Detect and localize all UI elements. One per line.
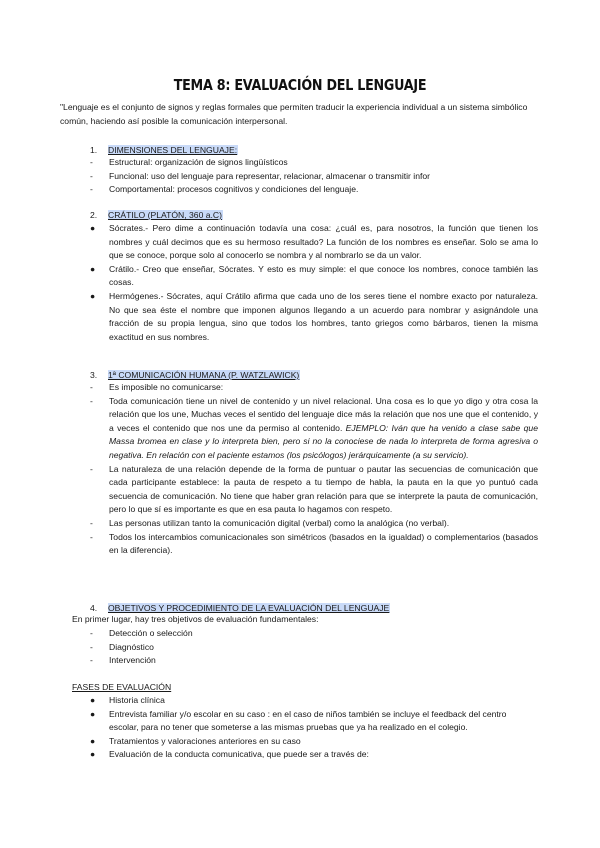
list-item: - Es imposible no comunicarse:	[90, 382, 224, 392]
list-item: ● Tratamientos y valoraciones anteriores en su caso	[90, 735, 301, 746]
intro-paragraph: "Lenguaje es el conjunto de signos y reglas formales que permiten traducir la experiencia individual a un sistema simbólico común, haciendo así posible la comunicación interpersonal.	[60, 102, 528, 126]
section-number: 4.	[90, 603, 98, 613]
section-3-heading	[90, 369, 300, 381]
list-item: - Toda comunicación tiene un nivel de contenido y un nivel relacional. Una cosa es lo que yo digo y otra cosa la relación que los une, Muchas veces el sentido del lenguaje dice más la relación que nos une que el contenido, y a veces el contenido que nos une da permiso al contenido. EJEMPLO: Iván que ha venido a clase sabe que Massa bromea en clase y lo interpreta bien, pero si no la conociese de nada lo interpreta de forma agresiva o negativa. En relación con el paciente estamos (los psicólogos) jerárquicamente (a su servicio).	[90, 395, 538, 460]
section-number: 1.	[90, 145, 98, 155]
section-1-heading	[90, 144, 238, 156]
objectives-list	[90, 627, 538, 668]
section-number: 2.	[90, 210, 98, 220]
list-item: - Intervención	[90, 655, 156, 666]
section-title: CRÁTILO (PLATÓN, 360 a.C)	[108, 210, 222, 220]
list-item: ● Crátilo.- Creo que enseñar, Sócrates. Y esto es muy simple: el que conoce los nombres, conoce también las cosas.	[90, 263, 538, 288]
section-title: 1ª COMUNICACIÓN HUMANA (P. WATZLAWICK)	[108, 370, 300, 380]
cratilo-dialogue-list	[90, 222, 538, 344]
list-item: ● Sócrates.- Pero dime a continuación todavía una cosa: ¿cuál es, para nosotros, la función que tienen los nombres y cuál decimos que es su hermoso resultado? La función de los nombres es enseñar. Solo se ama lo que se conoce, porque solo al conocerlo se nombra y al nombrarlo se da un valor.	[90, 223, 538, 261]
list-item: - Todos los intercambios comunicacionales son simétricos (basados en la igualdad) o complementarios (basados en la diferencia).	[90, 531, 538, 556]
section-number: 3.	[90, 370, 98, 380]
list-item: - Estructural: organización de signos lingüísticos	[90, 157, 288, 167]
list-item: - Comportamental: procesos cognitivos y condiciones del lenguaje.	[90, 184, 359, 195]
fases-heading: FASES DE EVALUACIÓN	[72, 682, 172, 692]
list-item: - Funcional: uso del lenguaje para representar, relacionar, almacenar o transmitir infor	[90, 170, 431, 181]
list-item: - Detección o selección	[90, 628, 193, 638]
watzlawick-list	[90, 381, 538, 558]
list-item: ● Historia clínica	[90, 695, 165, 705]
list-item: ● Hermógenes.- Sócrates, aquí Crátilo afirma que cada uno de los seres tiene el nombre exacto por naturaleza. No que sea éste el nombre que imponen algunos llegando a un acuerdo para nombrar y asignándole una fracción de su propia lengua, sino que todos los hombres, tanto griegos como bárbaros, tienen la misma exactitud en sus nombres.	[90, 290, 538, 342]
section-2-heading	[90, 209, 223, 221]
list-item: - Las personas utilizan tanto la comunicación digital (verbal) como la analógica (no verbal).	[90, 517, 450, 528]
fases-list	[90, 694, 538, 762]
dimensions-list	[90, 156, 538, 197]
section-title: OBJETIVOS Y PROCEDIMIENTO DE LA EVALUACIÓN DEL LENGUAJE	[108, 603, 390, 613]
objectives-lead: En primer lugar, hay tres objetivos de evaluación fundamentales:	[72, 614, 319, 624]
list-item: - Diagnóstico	[90, 641, 154, 652]
list-item: ● Evaluación de la conducta comunicativa, que puede ser a través de:	[90, 749, 369, 760]
list-item: ● Entrevista familiar y/o escolar en su caso : en el caso de niños también se incluye el feedback del centro escolar, para no tener que someterse a las mismas pruebas que ya ha realizado en el colegio.	[90, 708, 507, 733]
example-text: EJEMPLO: Iván que ha venido a clase sabe que Massa bromea en clase y lo interpreta bien, pero si no la conociese de nada lo interpreta de forma agresiva o negativa. En relación con el paciente estamos (los psicólogos) jerárquicamente (a su servicio).	[109, 422, 538, 460]
list-item: - La naturaleza de una relación depende de la forma de puntuar o pautar las secuencias de comunicación que cada participante establece: la pauta de respeto a tu tiempo de habla, la pauta en la que yo puntuó cada secuencia de comunicación. No tiene que haber gran relación para que se interprete la pauta de comunicación, pero lo que sí es importante es que en esa pauta lo hagamos con respeto.	[90, 463, 538, 515]
section-title: DIMENSIONES DEL LENGUAJE:	[108, 145, 238, 155]
document-title: TEMA 8: EVALUACIÓN DEL LENGUAJE	[173, 76, 427, 94]
